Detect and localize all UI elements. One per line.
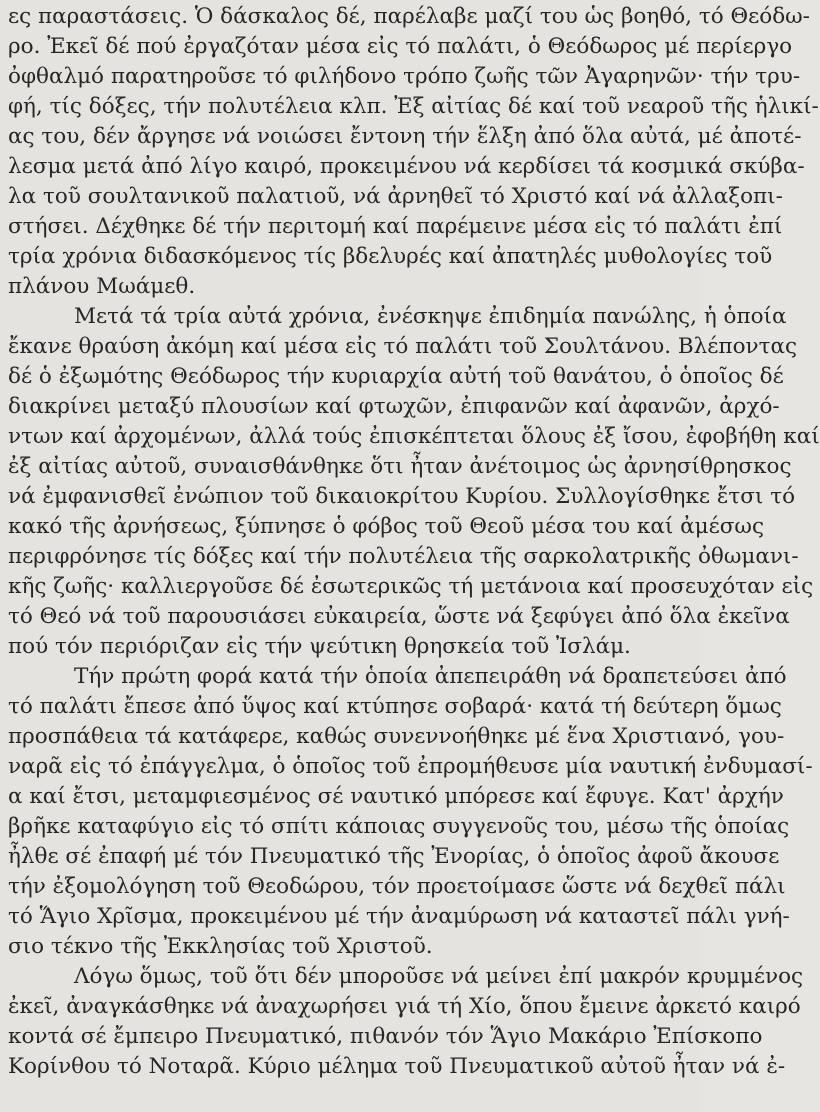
text-line: ἦλθε σέ ἐπαφή μέ τόν Πνευματικό τῆς Ἐνορίας, ὁ ὁποῖος ἀφοῦ ἄκουσε <box>8 844 780 869</box>
text-line: στήσει. Δέχθηκε δέ τήν περιτομή καί παρέμεινε μέσα εἰς τό παλάτι ἐπί <box>8 214 783 239</box>
text-line: ας του, δέν ἄργησε νά νοιώσει ἔντονη τήν ἕλξη ἀπό ὅλα αὐτά, μέ ἀποτέ- <box>8 124 802 149</box>
text-line: περιφρόνησε τίς δόξες καί τήν πολυτέλεια τῆς σαρκολατρικῆς ὀθωμανι- <box>8 544 799 569</box>
text-line: ναρᾶ εἰς τό ἐπάγγελμα, ὁ ὁποῖος τοῦ ἐπρομήθευσε μία ναυτική ἐνδυμασί- <box>8 754 813 779</box>
text-line: ες παραστάσεις. Ὁ δάσκαλος δέ, παρέλαβε μαζί του ὡς βοηθό, τό Θεόδω- <box>8 4 810 29</box>
text-line: ρο. Ἐκεῖ δέ πού ἐργαζόταν μέσα εἰς τό παλάτι, ὁ Θεόδωρος μέ περίεργο <box>8 34 793 59</box>
text-line: α καί ἔτσι, μεταμφιεσμένος σέ ναυτικό μπόρεσε καί ἔφυγε. Κατ' ἀρχήν <box>8 784 784 809</box>
text-line: σιο τέκνο τῆς Ἐκκλησίας τοῦ Χριστοῦ. <box>8 934 433 959</box>
text-line: ὀφθαλμό παρατηροῦσε τό φιλήδονο τρόπο ζωῆς τῶν Ἀγαρηνῶν· τήν τρυ- <box>8 64 801 89</box>
text-line: τό Θεό νά τοῦ παρουσιάσει εὐκαιρεία, ὥστε νά ξεφύγει ἀπό ὅλα ἐκεῖνα <box>8 604 790 629</box>
text-line: λα τοῦ σουλτανικοῦ παλατιοῦ, νά ἀρνηθεῖ τό Χριστό καί νά ἀλλαξοπι- <box>8 184 783 209</box>
text-line: δέ ὁ ἐξωμότης Θεόδωρος τήν κυριαρχία αὐτή τοῦ θανάτου, ὁ ὁποῖος δέ <box>8 364 784 389</box>
text-line: ἐκεῖ, ἀναγκάσθηκε νά ἀναχωρήσει γιά τή Χίο, ὅπου ἔμεινε ἀρκετό καιρό <box>8 994 801 1019</box>
text-line: νά ἐμφανισθεῖ ἐνώπιον τοῦ δικαιοκρίτου Κυρίου. Συλλογίσθηκε ἔτσι τό <box>8 484 796 509</box>
text-line: φή, τίς δόξες, τήν πολυτέλεια κλπ. Ἐξ αἰτίας δέ καί τοῦ νεαροῦ τῆς ἡλικί- <box>8 94 819 119</box>
text-line: κῆς ζωῆς· καλλιεργοῦσε δέ ἐσωτερικῶς τή μετάνοια καί προσευχόταν εἰς <box>8 574 814 599</box>
text-line: Λόγω ὅμως, τοῦ ὅτι δέν μποροῦσε νά μείνει ἐπί μακρόν κρυμμένος <box>74 964 804 989</box>
text-line: τήν ἐξομολόγηση τοῦ Θεοδώρου, τόν προετοίμασε ὥστε νά δεχθεῖ πάλι <box>8 874 786 899</box>
text-line: πού τόν περιόριζαν εἰς τήν ψεύτικη θρησκεία τοῦ Ἰσλάμ. <box>8 634 631 659</box>
text-line: βρῆκε καταφύγιο εἰς τό σπίτι κάποιας συγγενοῦς του, μέσω τῆς ὁποίας <box>8 814 790 839</box>
text-line: Μετά τά τρία αὐτά χρόνια, ἐνέσκηψε ἐπιδημία πανώλης, ἡ ὁποία <box>74 304 787 329</box>
text-line: ἔκανε θραύση ἀκόμη καί μέσα εἰς τό παλάτι τοῦ Σουλτάνου. Βλέποντας <box>8 334 798 359</box>
text-line: κοντά σέ ἔμπειρο Πνευματικό, πιθανόν τόν Ἅγιο Μακάριο Ἐπίσκοπο <box>8 1024 763 1049</box>
text-line: λεσμα μετά ἀπό λίγο καιρό, προκειμένου νά κερδίσει τά κοσμικά σκύβα- <box>8 154 805 179</box>
text-line: τρία χρόνια διδασκόμενος τίς βδελυρές καί ἀπατηλές μυθολογίες τοῦ <box>8 244 773 269</box>
text-line: τό παλάτι ἔπεσε ἀπό ὕψος καί κτύπησε σοβαρά· κατά τή δεύτερη ὅμως <box>8 694 782 719</box>
text-line: Κορίνθου τό Νοταρᾶ. Κύριο μέλημα τοῦ Πνευματικοῦ αὐτοῦ ἦταν νά ἐ- <box>8 1054 786 1079</box>
text-line: διακρίνει μεταξύ πλουσίων καί φτωχῶν, ἐπιφανῶν καί ἀφανῶν, ἀρχό- <box>8 394 780 419</box>
text-line: ἐξ αἰτίας αὐτοῦ, συναισθάνθηκε ὅτι ἦταν ἀνέτοιμος ὡς ἀρνησίθρησκος <box>8 454 792 479</box>
text-line: πλάνου Μωάμεθ. <box>8 274 196 299</box>
text-line: Τήν πρώτη φορά κατά τήν ὁποία ἀπεπειράθη νά δραπετεύσει ἀπό <box>74 664 787 689</box>
text-line: ντων καί ἀρχομένων, ἀλλά τούς ἐπισκέπτεται ὅλους ἐξ ἴσου, ἐφοβήθη καί <box>8 424 820 449</box>
text-line: τό Ἅγιο Χρῖσμα, προκειμένου μέ τήν ἀναμύρωση νά καταστεῖ πάλι γνή- <box>8 904 790 929</box>
text-line: κακό τῆς ἀρνήσεως, ξύπνησε ὁ φόβος τοῦ Θεοῦ μέσα του καί ἀμέσως <box>8 514 764 539</box>
text-line: προσπάθεια τά κατάφερε, καθώς συνεννοήθηκε μέ ἕνα Χριστιανό, γου- <box>8 724 785 749</box>
